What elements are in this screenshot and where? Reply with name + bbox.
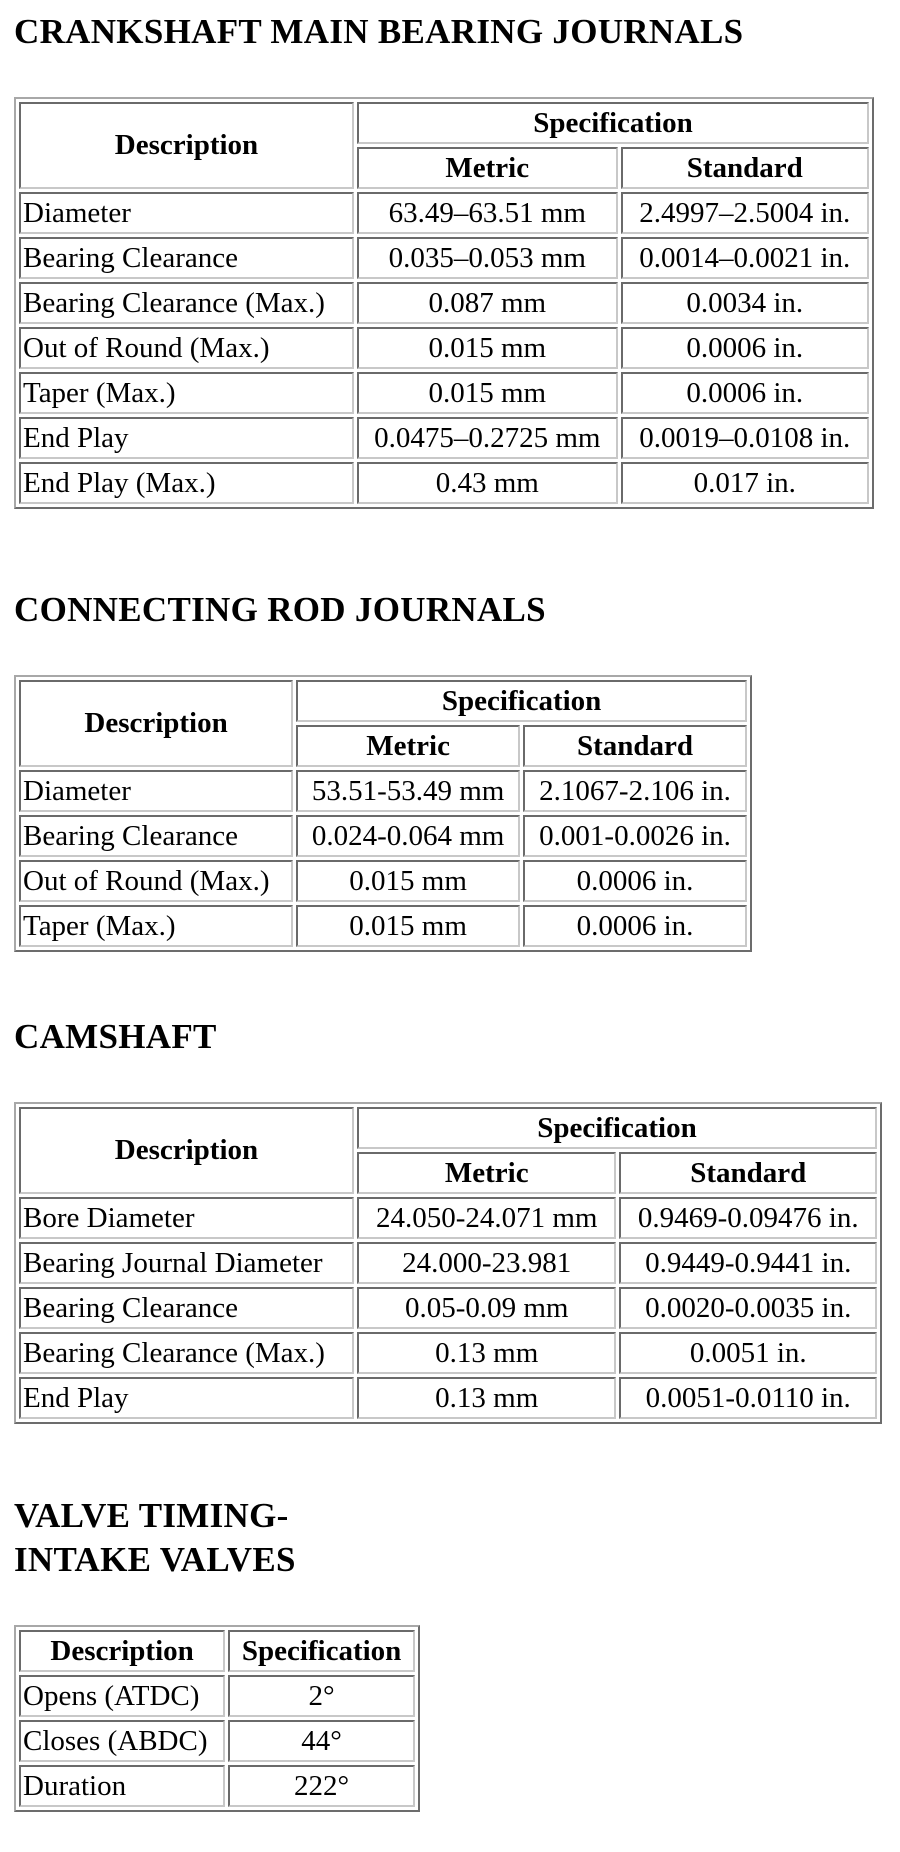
cell-description: Out of Round (Max.) (19, 860, 293, 902)
cell-standard: 0.9449-0.9441 in. (619, 1242, 877, 1284)
section-crankshaft (14, 10, 743, 54)
cell-description: Diameter (19, 770, 293, 812)
cell-description: End Play (Max.) (19, 462, 354, 504)
cell-metric: 0.015 mm (296, 905, 520, 947)
table-row (19, 860, 747, 902)
column-header-standard: Standard (621, 147, 869, 189)
column-header-metric: Metric (357, 1152, 617, 1194)
cell-description: Duration (19, 1765, 225, 1807)
cell-standard: 0.0051-0.0110 in. (619, 1377, 877, 1419)
table-row (19, 815, 747, 857)
cell-standard: 0.0006 in. (523, 860, 747, 902)
table-row (19, 905, 747, 947)
table-row (19, 1675, 415, 1717)
cell-value: 2° (228, 1675, 415, 1717)
cell-standard: 0.9469-0.09476 in. (619, 1197, 877, 1239)
cell-standard: 0.0020-0.0035 in. (619, 1287, 877, 1329)
cell-description: End Play (19, 1377, 354, 1419)
crankshaft-spec-table (14, 97, 874, 509)
cell-metric: 0.13 mm (357, 1332, 617, 1374)
column-header-description: Description (19, 102, 354, 189)
cell-description: Bore Diameter (19, 1197, 354, 1239)
table-row (19, 1377, 877, 1419)
table-row (19, 1765, 415, 1807)
cell-metric: 0.035–0.053 mm (357, 237, 618, 279)
section-title: CAMSHAFT (14, 1017, 217, 1056)
cell-metric: 0.015 mm (357, 327, 618, 369)
table-row (19, 1720, 415, 1762)
cell-description: Bearing Clearance (19, 815, 293, 857)
cell-metric: 0.087 mm (357, 282, 618, 324)
cell-description: Bearing Journal Diameter (19, 1242, 354, 1284)
table-header-row (19, 1630, 415, 1672)
cell-description: Bearing Clearance (19, 237, 354, 279)
table-row (19, 462, 869, 504)
table-header-row (19, 1107, 877, 1149)
column-header-specification: Specification (228, 1630, 415, 1672)
table-row (19, 1242, 877, 1284)
table-row (19, 192, 869, 234)
cell-description: Bearing Clearance (Max.) (19, 1332, 354, 1374)
section-valve-timing (14, 1494, 296, 1582)
cell-standard: 0.0006 in. (523, 905, 747, 947)
section-title: VALVE TIMING- INTAKE VALVES (14, 1496, 296, 1579)
table-row (19, 327, 869, 369)
table-header-row (19, 102, 869, 144)
cell-metric: 0.43 mm (357, 462, 618, 504)
column-header-metric: Metric (357, 147, 618, 189)
section-title: CRANKSHAFT MAIN BEARING JOURNALS (14, 12, 744, 51)
cell-metric: 0.0475–0.2725 mm (357, 417, 618, 459)
column-header-specification: Specification (357, 1107, 877, 1149)
cell-metric: 0.05-0.09 mm (357, 1287, 617, 1329)
table-row (19, 1197, 877, 1239)
column-header-description: Description (19, 1107, 354, 1194)
cell-metric: 0.024-0.064 mm (296, 815, 520, 857)
cell-standard: 0.0014–0.0021 in. (621, 237, 869, 279)
cell-description: Out of Round (Max.) (19, 327, 354, 369)
cell-description: End Play (19, 417, 354, 459)
section-connecting-rod (14, 588, 546, 632)
cell-metric: 0.13 mm (357, 1377, 617, 1419)
section-title: CONNECTING ROD JOURNALS (14, 590, 546, 629)
table-row (19, 417, 869, 459)
table-row (19, 770, 747, 812)
cell-standard: 2.1067-2.106 in. (523, 770, 747, 812)
table-row (19, 237, 869, 279)
table-row (19, 282, 869, 324)
cell-standard: 0.0006 in. (621, 327, 869, 369)
cell-standard: 0.017 in. (621, 462, 869, 504)
table-row (19, 372, 869, 414)
connecting-rod-spec-table (14, 675, 752, 952)
cell-description: Closes (ABDC) (19, 1720, 225, 1762)
cell-value: 222° (228, 1765, 415, 1807)
cell-description: Taper (Max.) (19, 372, 354, 414)
cell-metric: 0.015 mm (357, 372, 618, 414)
cell-metric: 53.51-53.49 mm (296, 770, 520, 812)
cell-standard: 0.0034 in. (621, 282, 869, 324)
column-header-description: Description (19, 680, 293, 767)
section-camshaft (14, 1015, 217, 1059)
column-header-standard: Standard (619, 1152, 877, 1194)
cell-standard: 0.0019–0.0108 in. (621, 417, 869, 459)
cell-description: Taper (Max.) (19, 905, 293, 947)
table-row (19, 1332, 877, 1374)
column-header-specification: Specification (357, 102, 869, 144)
cell-description: Diameter (19, 192, 354, 234)
cell-metric: 24.000-23.981 (357, 1242, 617, 1284)
cell-metric: 24.050-24.071 mm (357, 1197, 617, 1239)
valve-timing-spec-table (14, 1625, 420, 1812)
cell-value: 44° (228, 1720, 415, 1762)
cell-standard: 0.0051 in. (619, 1332, 877, 1374)
column-header-metric: Metric (296, 725, 520, 767)
column-header-standard: Standard (523, 725, 747, 767)
cell-description: Opens (ATDC) (19, 1675, 225, 1717)
column-header-description: Description (19, 1630, 225, 1672)
cell-standard: 2.4997–2.5004 in. (621, 192, 869, 234)
column-header-specification: Specification (296, 680, 747, 722)
cell-standard: 0.001-0.0026 in. (523, 815, 747, 857)
table-header-row (19, 680, 747, 722)
cell-description: Bearing Clearance (19, 1287, 354, 1329)
cell-description: Bearing Clearance (Max.) (19, 282, 354, 324)
cell-standard: 0.0006 in. (621, 372, 869, 414)
camshaft-spec-table (14, 1102, 882, 1424)
table-row (19, 1287, 877, 1329)
cell-metric: 0.015 mm (296, 860, 520, 902)
cell-metric: 63.49–63.51 mm (357, 192, 618, 234)
